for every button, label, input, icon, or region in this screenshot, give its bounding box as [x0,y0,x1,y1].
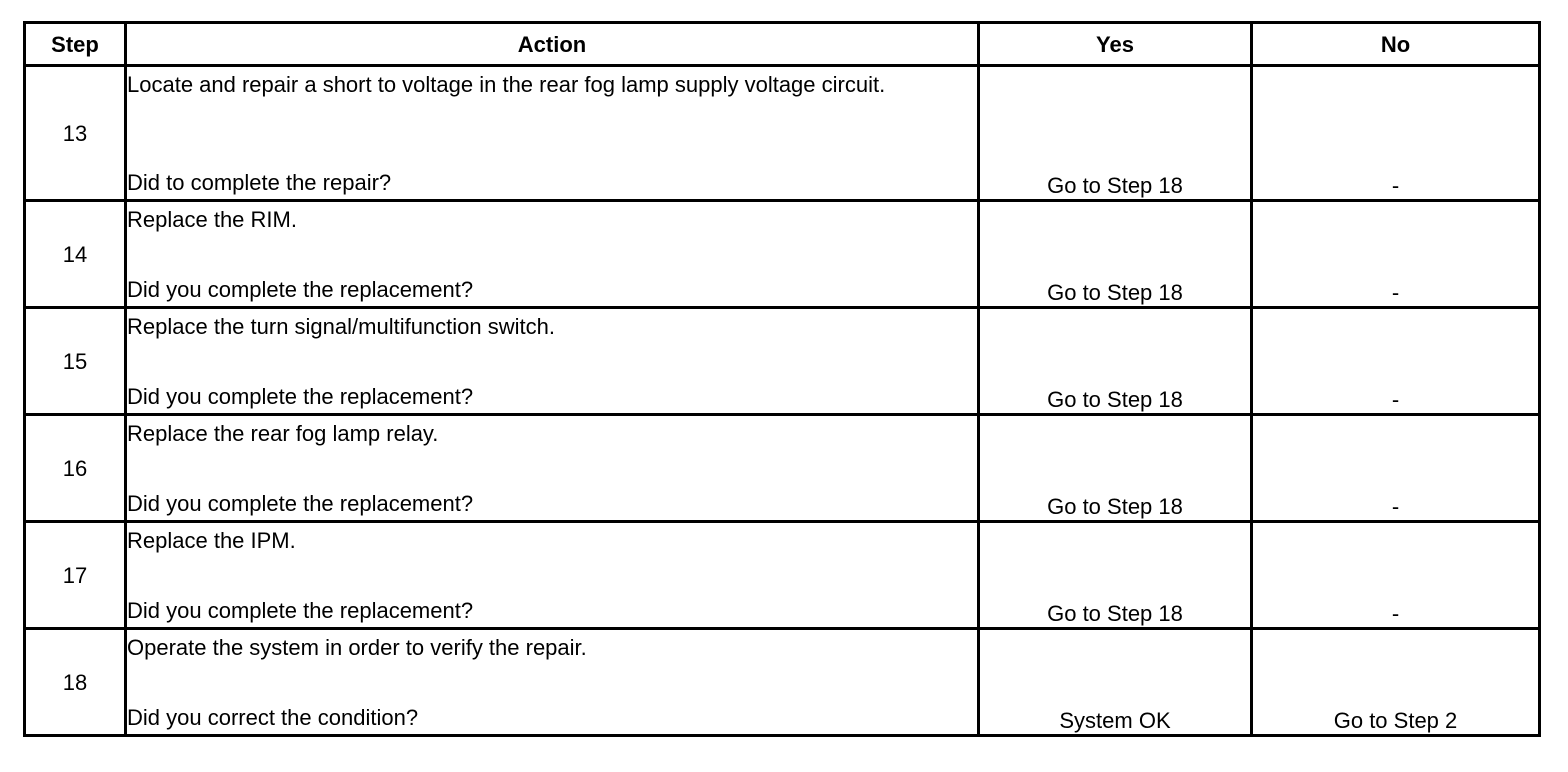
yes-result: Go to Step 18 [979,522,1252,629]
action-cell [126,522,979,629]
no-result: - [1252,201,1540,308]
step-number: 17 [25,522,126,629]
step-number: 14 [25,201,126,308]
diagnostic-table [23,21,1541,737]
no-result: - [1252,66,1540,201]
table-row [25,522,1540,629]
header-no: No [1252,23,1540,66]
yes-result: Go to Step 18 [979,415,1252,522]
step-number: 18 [25,629,126,736]
table-row [25,629,1540,736]
question-text: Did you complete the replacement? [127,384,474,409]
yes-result: System OK [979,629,1252,736]
yes-result: Go to Step 18 [979,308,1252,415]
action-cell [126,629,979,736]
action-cell [126,66,979,201]
no-result: - [1252,308,1540,415]
table-header-row [25,23,1540,66]
step-number: 13 [25,66,126,201]
action-text: Replace the RIM. [127,207,297,232]
question-text: Did you complete the replacement? [127,598,474,623]
no-result: - [1252,522,1540,629]
action-cell [126,308,979,415]
action-text: Replace the IPM. [127,528,296,553]
no-result: Go to Step 2 [1252,629,1540,736]
action-text: Locate and repair a short to voltage in the rear fog lamp supply voltage circuit. [127,72,886,97]
header-yes: Yes [979,23,1252,66]
table-row [25,308,1540,415]
action-text: Replace the rear fog lamp relay. [127,421,439,446]
action-text: Replace the turn signal/multifunction switch. [127,314,555,339]
table-row [25,66,1540,201]
question-text: Did you complete the replacement? [127,277,474,302]
action-cell [126,201,979,308]
table-row [25,201,1540,308]
no-result: - [1252,415,1540,522]
header-action: Action [126,23,979,66]
question-text: Did to complete the repair? [127,170,392,195]
action-text: Operate the system in order to verify the repair. [127,635,587,660]
step-number: 16 [25,415,126,522]
yes-result: Go to Step 18 [979,201,1252,308]
table-row [25,415,1540,522]
header-step: Step [25,23,126,66]
question-text: Did you correct the condition? [127,705,419,730]
action-cell [126,415,979,522]
step-number: 15 [25,308,126,415]
question-text: Did you complete the replacement? [127,491,474,516]
yes-result: Go to Step 18 [979,66,1252,201]
